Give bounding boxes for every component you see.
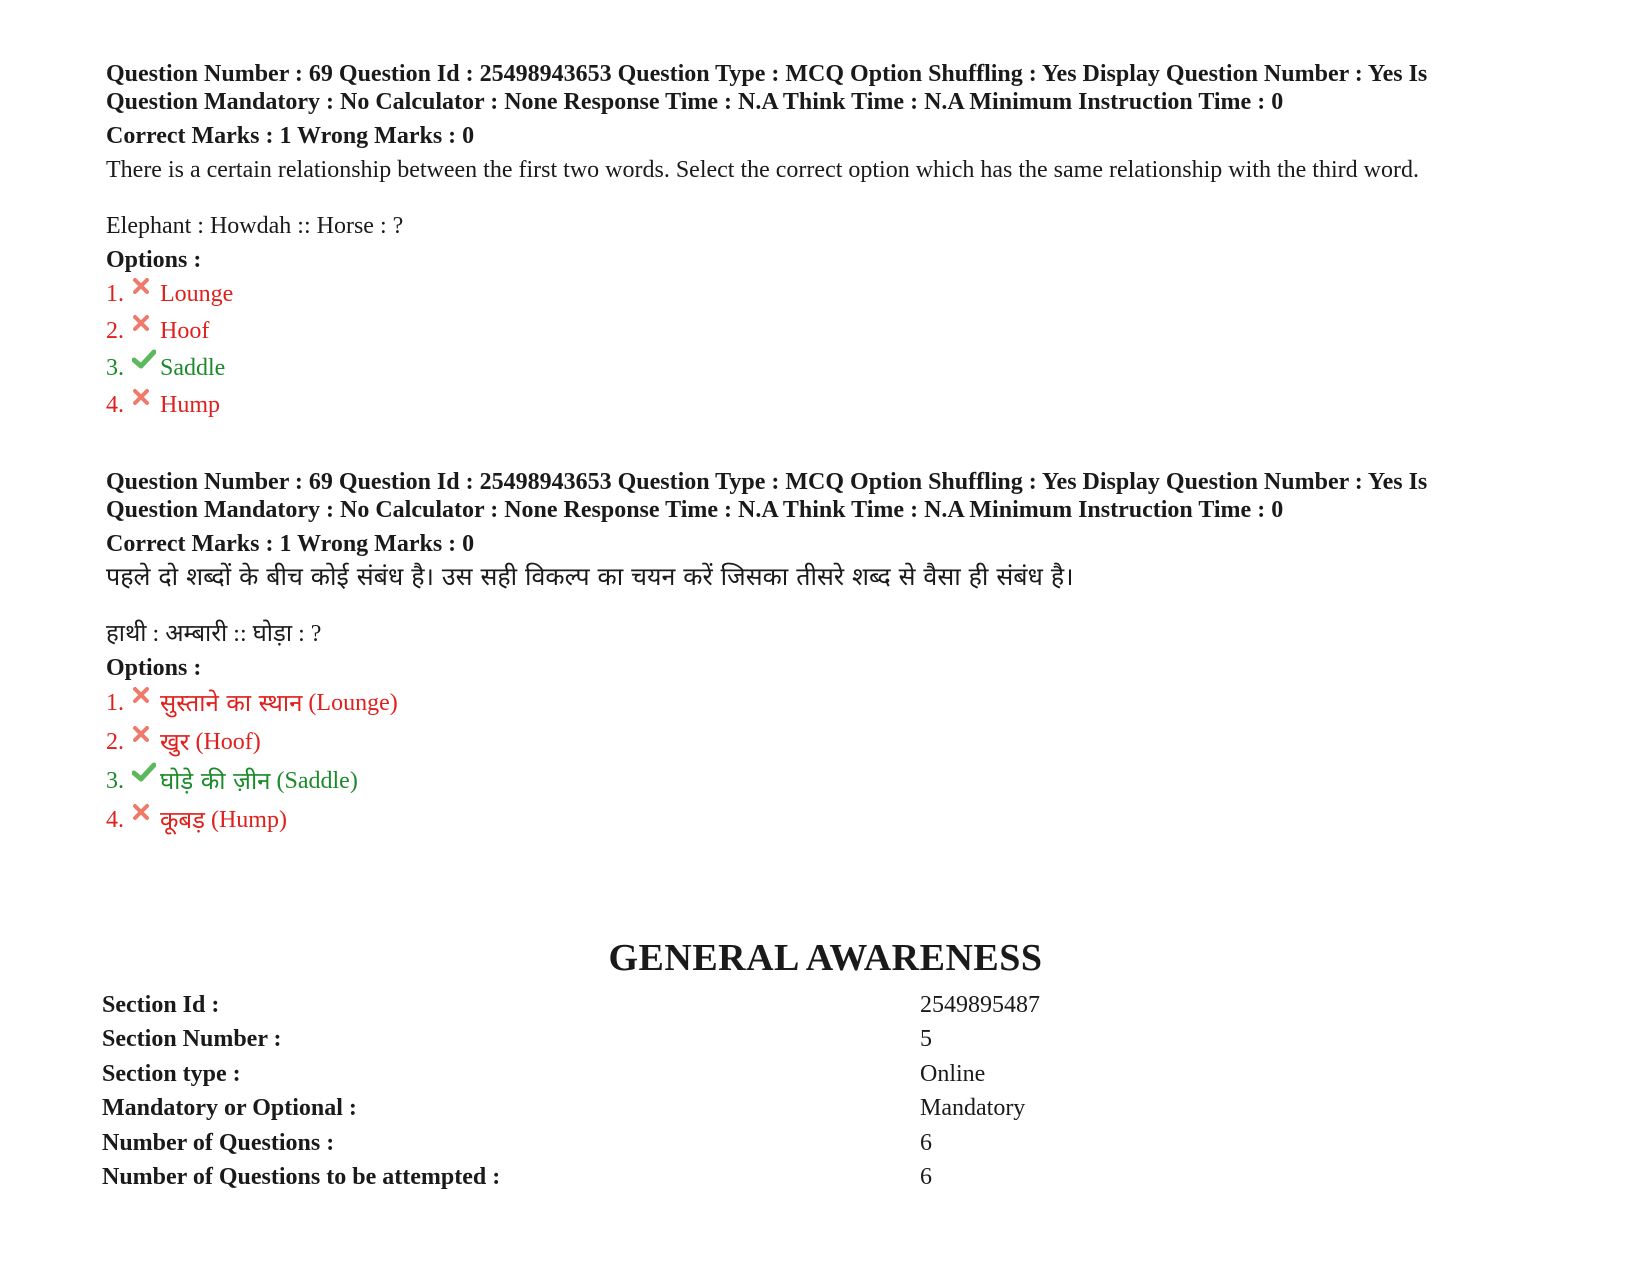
analogy-term: हाथी xyxy=(106,619,147,647)
analogy-term: अम्बारी xyxy=(165,619,228,647)
analogy-term: घोड़ा xyxy=(252,619,293,647)
section-row-label: Section type : xyxy=(102,1060,241,1087)
section-row-value: 2549895487 xyxy=(920,991,1040,1018)
question-block-hindi xyxy=(106,468,1546,839)
question-meta-line-1: Question Number : 69 Question Id : 25498943653 Question Type : MCQ Option Shuffling : Yes Display Question Number : Yes Is xyxy=(106,61,1428,87)
section-title: GENERAL AWARENESS xyxy=(608,937,1043,979)
question-marks: Correct Marks : 1 Wrong Marks : 0 xyxy=(106,531,475,557)
option-number: 3. xyxy=(106,767,124,794)
option-1 xyxy=(106,275,1546,312)
option-text: Hump xyxy=(160,391,220,418)
option-text-hindi: खुर xyxy=(160,727,190,756)
check-icon xyxy=(132,347,160,377)
section-row xyxy=(102,1057,1102,1092)
question-meta-line-1: Question Number : 69 Question Id : 25498943653 Question Type : MCQ Option Shuffling : Yes Display Question Number : Yes Is xyxy=(106,469,1428,495)
option-2 xyxy=(106,312,1546,349)
option-number: 1. xyxy=(106,689,124,716)
section-row-label: Section Number : xyxy=(102,1026,282,1053)
option-3 xyxy=(106,761,1546,800)
question-meta-line-2: Question Mandatory : No Calculator : None Response Time : N.A Think Time : N.A Minimum Instruction Time : 0 xyxy=(106,89,1284,115)
option-2 xyxy=(106,722,1546,761)
section-row xyxy=(102,1161,1102,1196)
option-text: Hoof xyxy=(160,317,210,344)
section-row-value: Online xyxy=(920,1060,986,1087)
cross-icon xyxy=(132,682,160,712)
option-number: 4. xyxy=(106,806,124,833)
option-text: Lounge xyxy=(160,280,234,307)
option-text-hindi: कूबड़ xyxy=(160,805,205,834)
question-analogy: Elephant : Howdah :: Horse : ? xyxy=(106,213,404,239)
option-number: 2. xyxy=(106,728,124,755)
analogy-separator: :: xyxy=(227,621,253,647)
cross-icon xyxy=(132,799,160,829)
option-4 xyxy=(106,800,1546,839)
section-row xyxy=(102,988,1102,1023)
check-icon xyxy=(132,760,160,790)
option-4 xyxy=(106,386,1546,423)
cross-icon xyxy=(132,310,160,340)
option-1 xyxy=(106,683,1546,722)
analogy-separator: : xyxy=(146,621,166,647)
section-row-label: Number of Questions to be attempted : xyxy=(102,1164,501,1191)
cross-icon xyxy=(132,273,160,303)
section-row-label: Mandatory or Optional : xyxy=(102,1095,357,1122)
cross-icon xyxy=(132,721,160,751)
option-text-english: (Hump) xyxy=(204,806,287,833)
option-number: 4. xyxy=(106,391,124,418)
question-stem: There is a certain relationship between the first two words. Select the correct option which has the same relationship with the third word. xyxy=(106,157,1419,183)
analogy-separator: : ? xyxy=(292,621,322,647)
option-text-english: (Saddle) xyxy=(270,767,358,794)
section-row-value: 6 xyxy=(920,1129,932,1156)
option-number: 2. xyxy=(106,317,124,344)
section-row xyxy=(102,1092,1102,1127)
option-text-english: (Lounge) xyxy=(302,689,398,716)
section-row-value: 6 xyxy=(920,1164,932,1191)
option-text: Saddle xyxy=(160,354,226,381)
section-row-value: Mandatory xyxy=(920,1095,1026,1122)
question-meta-line-2: Question Mandatory : No Calculator : None Response Time : N.A Think Time : N.A Minimum Instruction Time : 0 xyxy=(106,497,1284,523)
options-label: Options : xyxy=(106,247,202,273)
options-label: Options : xyxy=(106,655,202,681)
option-text-hindi: घोड़े की ज़ीन xyxy=(160,766,271,795)
option-number: 1. xyxy=(106,280,124,307)
option-number: 3. xyxy=(106,354,124,381)
question-marks: Correct Marks : 1 Wrong Marks : 0 xyxy=(106,123,475,149)
option-3 xyxy=(106,349,1546,386)
section-row-label: Number of Questions : xyxy=(102,1129,335,1156)
section-row-value: 5 xyxy=(920,1026,932,1053)
section-info-table xyxy=(102,988,1102,1195)
question-stem: पहले दो शब्दों के बीच कोई संबंध है। उस सही विकल्प का चयन करें जिसका तीसरे शब्द से वैसा ही संबंध है। xyxy=(106,562,1074,591)
option-text-english: (Hoof) xyxy=(189,728,261,755)
section-row-label: Section Id : xyxy=(102,991,220,1018)
section-row xyxy=(102,1023,1102,1058)
question-analogy xyxy=(106,618,1546,649)
section-row xyxy=(102,1126,1102,1161)
question-block-english xyxy=(106,60,1546,423)
cross-icon xyxy=(132,384,160,414)
option-text-hindi: सुस्ताने का स्थान xyxy=(160,688,303,717)
